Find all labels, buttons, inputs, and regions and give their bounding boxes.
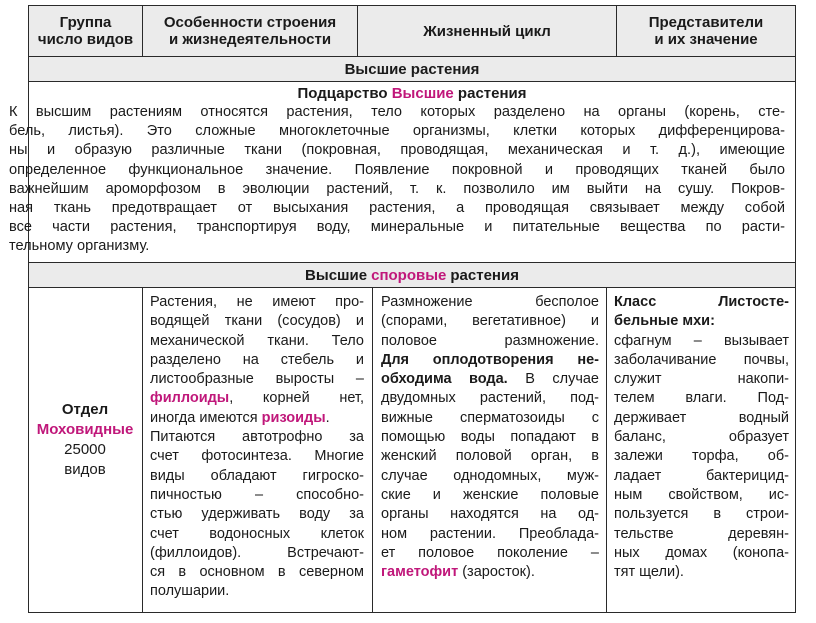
header-features-line1: Особенности строения: [163, 14, 337, 31]
subkingdom-title: Подцарство Высшие растения: [297, 85, 527, 102]
division-unit: видов: [64, 461, 106, 478]
paragraph-line: ная ткань предотвращает от высыхания растения, а проводящая связывает между собой: [9, 200, 785, 217]
division-cell: [28, 400, 142, 490]
col-divider-2: [372, 288, 373, 613]
subkingdom-paragraph: [9, 103, 785, 257]
header-group-line2: число видов: [37, 31, 134, 48]
features-column: Растения, не имеют про- водящей ткани (сосудов) и механической ткани. Тело разделено на стебель и листообразные выросты – филлоиды, корней нет, иногда имеются ризоиды. Питаются автотрофно за счет фотосинтеза. Многие виды обладают гигроско- пичностью – способно- стью удерживать воду за счет водоносных клеток (филлоидов). Встречают- ся в основном в северном полушарии.: [150, 294, 364, 600]
header-reps-line1: Представители: [648, 14, 764, 31]
header-features: [142, 5, 358, 57]
representatives-column: Класс Листосте- бельные мхи: сфагнум – вызывает заболачивание почвы, служит накопи- телем влаги. Под- держивает водный баланс, образует залежи торфа, об- ладает бактерицид- ным свойством, ис- пользуется в строи- тельстве деревян- ных домах (конопа- тят щели).: [614, 294, 789, 581]
paragraph-line: определенное функциональное значение. Появление покровной и проводящих тканей было: [9, 161, 785, 178]
term-rhizoids: ризоиды: [261, 409, 326, 426]
paragraph-line: ны и образую различные ткани (покровная, проводящая, механическая и т. д.), имеющие: [9, 142, 785, 159]
header-reps-line2: и их значение: [654, 31, 758, 48]
header-group-line1: Группа: [59, 14, 112, 31]
term-phylloids: филлоиды: [150, 390, 230, 407]
division-label: Отдел: [61, 401, 109, 418]
lifecycle-column: Размножение бесполое (спорами, вегетативное) и половое размножение. Для оплодотворения не- обходима вода. В случае двудомных растений, под- вижные сперматозоиды с помощью воды попадают в женский половой орган, в случае однодомных, муж- ские и женские половые органы находятся на од- ном растении. Преоблада- ет половое поколение – гаметофит (заросток).: [381, 294, 599, 581]
section-title: Высшие растения: [344, 60, 480, 78]
header-lifecycle: [357, 5, 617, 57]
paragraph-line: бель, листья). Это сложные многоклеточные организмы, клетки которых дифференцирова-: [9, 123, 785, 140]
col-divider-1: [142, 288, 143, 613]
division-count: 25000: [64, 441, 106, 458]
section-title-band: [28, 56, 796, 82]
paragraph-line: важнейшим ароморфозом в эволюции растений, т. к. позволило им выйти на сушу. Покров-: [9, 180, 785, 197]
spore-title-band: Высшие споровые растения: [28, 262, 796, 288]
division-name: Моховидные: [36, 421, 134, 438]
paragraph-line: тельному организму.: [9, 238, 150, 255]
header-features-line2: и жизнедеятельности: [168, 31, 332, 48]
paragraph-line: все части растения, транспортируя воду, минеральные и питательные вещества по расти-: [9, 219, 785, 236]
col-divider-3: [606, 288, 607, 613]
header-group: [28, 5, 143, 57]
paragraph-line: К высшим растениям относятся растения, тело которых разделено на органы (корень, сте-: [9, 104, 785, 120]
spore-highlight: споровые: [371, 266, 447, 284]
subkingdom-highlight: Высшие: [391, 85, 454, 102]
header-lifecycle-label: Жизненный цикл: [423, 22, 551, 40]
term-gametophyte: гаметофит: [381, 564, 459, 581]
header-representatives: [616, 5, 796, 57]
